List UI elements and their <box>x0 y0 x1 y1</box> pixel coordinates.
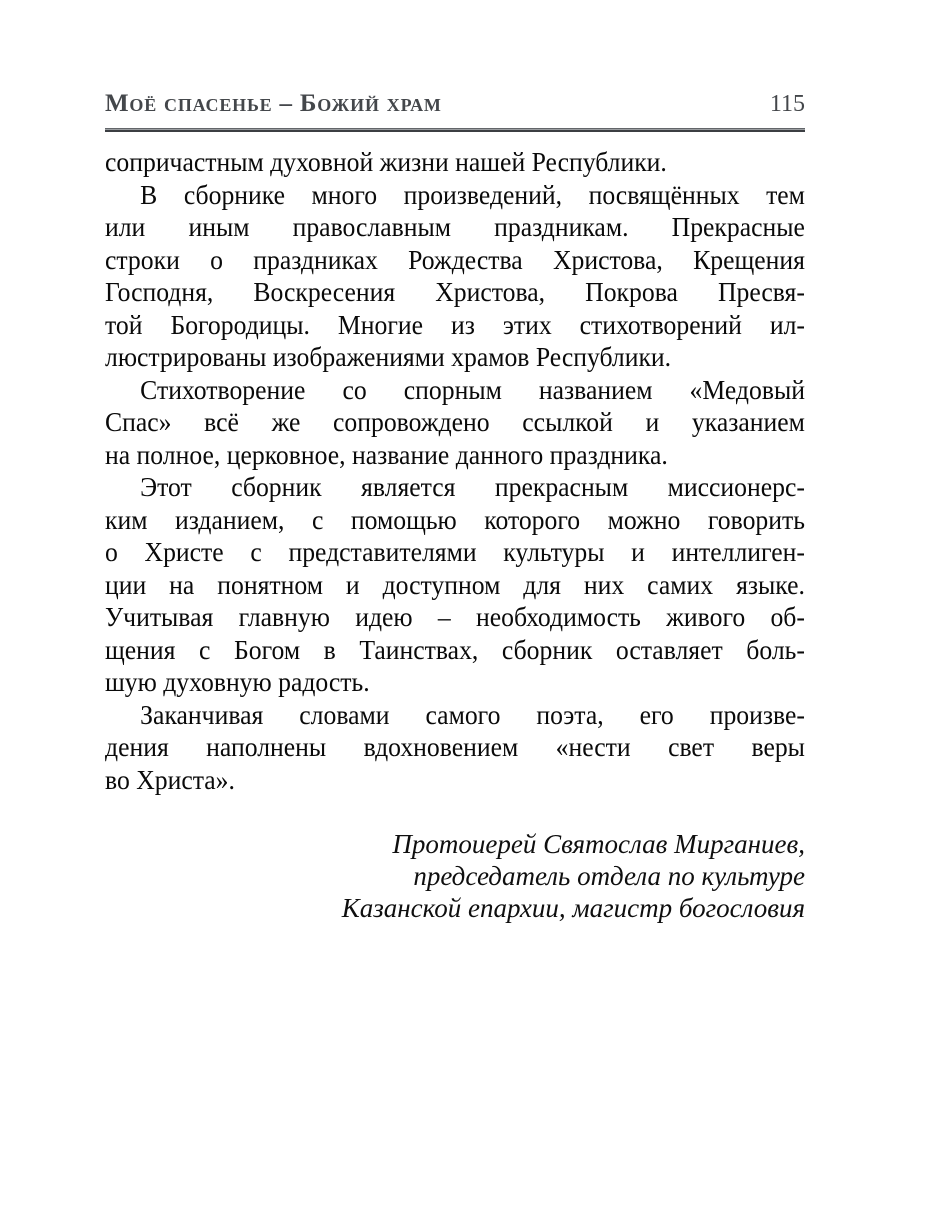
text-line: люстрированы изображениями храмов Республики. <box>105 342 672 372</box>
text-line: на полное, церковное, название данного праздника. <box>105 439 668 470</box>
text-line: Стихотворение со спорным названием «Медовый <box>140 374 805 405</box>
page-header <box>105 90 805 118</box>
text-line: или иным православным праздникам. Прекрасные <box>105 212 805 242</box>
signature-line-affiliation: Казанской епархии, магистр богословия <box>341 893 805 923</box>
signature-line-name: Протоиерей Святослав Мирганиев, <box>392 829 805 859</box>
text-line: во Христа». <box>105 764 235 795</box>
text-line: той Богородицы. Многие из этих стихотворений ил- <box>105 309 805 340</box>
page-number: 115 <box>769 91 805 117</box>
text-line: ким изданием, с помощью которого можно говорить <box>105 504 805 535</box>
text-line: В сборнике много произведений, посвящённых тем <box>140 179 805 210</box>
text-line: дения наполнены вдохновением «нести свет веры <box>105 732 805 762</box>
text-line: Учитывая главную идею – необходимость живого об- <box>105 602 805 632</box>
paragraph-3 <box>105 374 805 472</box>
paragraph-1 <box>105 146 805 179</box>
text-line: Спас» всё же сопровождено ссылкой и указанием <box>105 407 805 437</box>
text-line: щения с Богом в Таинствах, сборник оставляет боль- <box>105 634 805 665</box>
text-line: ции на понятном и доступном для них самих языке. <box>105 569 805 600</box>
body-text <box>105 146 805 796</box>
text-line: Этот сборник является прекрасным миссионерс- <box>140 472 805 502</box>
signature-line-title: председатель отдела по культуре <box>413 861 805 891</box>
paragraph-5 <box>105 699 805 797</box>
paragraph-4 <box>105 471 805 699</box>
text-line: строки о праздниках Рождества Христова, Крещения <box>105 244 805 275</box>
text-line: Заканчивая словами самого поэта, его произве- <box>140 699 805 730</box>
header-rule <box>105 128 805 132</box>
text-line: шую духовную радость. <box>105 667 370 697</box>
running-head-title: Моё спасенье – Божий храм <box>105 90 442 117</box>
paragraph-2 <box>105 179 805 374</box>
text-line: Господня, Воскресения Христова, Покрова Пресвя- <box>105 277 805 307</box>
signature-block <box>105 828 805 924</box>
text-line: сопричастным духовной жизни нашей Республики. <box>105 147 667 177</box>
text-line: о Христе с представителями культуры и интеллиген- <box>105 537 805 567</box>
